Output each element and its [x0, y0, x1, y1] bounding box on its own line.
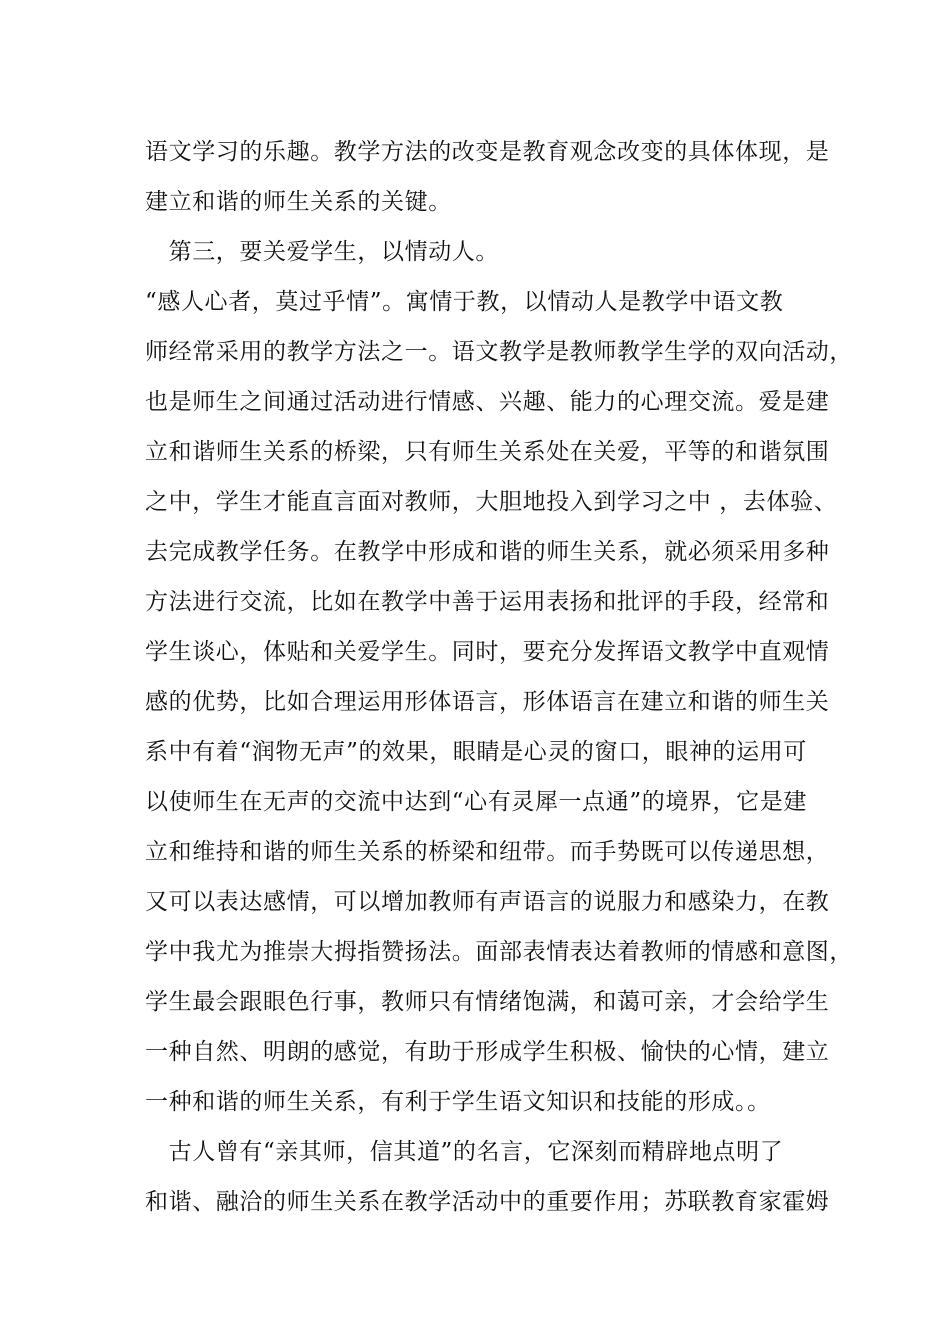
text-line: 又可以表达感情，可以增加教师有声语言的说服力和感染力，在教 — [145, 889, 830, 915]
section-heading: 第三，要关爱学生，以情动人。 — [145, 239, 499, 265]
text-line: 学中我尤为推崇大拇指赞扬法。面部表情表达着教师的情感和意图， — [145, 939, 853, 965]
text-line: 以使师生在无声的交流中达到“心有灵犀一点通”的境界，它是建 — [145, 789, 807, 815]
text-line: 一种自然、明朗的感觉，有助于形成学生积极、愉快的心情，建立 — [145, 1039, 830, 1065]
text-line: 方法进行交流，比如在教学中善于运用表扬和批评的手段，经常和 — [145, 589, 830, 615]
text-line: 去完成教学任务。在教学中形成和谐的师生关系，就必须采用多种 — [145, 539, 830, 565]
text-line: 语文学习的乐趣。教学方法的改变是教育观念改变的具体体现，是 — [145, 139, 830, 165]
text-line: 古人曾有“亲其师，信其道”的名言，它深刻而精辟地点明了 — [145, 1139, 784, 1165]
text-line: 学生最会跟眼色行事，教师只有情绪饱满，和蔼可亲，才会给学生 — [145, 989, 830, 1015]
text-line: 一种和谐的师生关系，有利于学生语文知识和技能的形成。。 — [145, 1089, 771, 1115]
text-line: 立和维持和谐的师生关系的桥梁和纽带。而手势既可以传递思想， — [145, 839, 830, 865]
text-line: “感人心者，莫过乎情”。寓情于教，以情动人是教学中语文教 — [145, 289, 784, 315]
text-line: 建立和谐的师生关系的关键。 — [145, 189, 452, 215]
text-line: 学生谈心，体贴和关爱学生。同时，要充分发挥语文教学中直观情 — [145, 639, 830, 665]
text-line: 感的优势，比如合理运用形体语言，形体语言在建立和谐的师生关 — [145, 689, 830, 715]
text-line: 和谐、融洽的师生关系在教学活动中的重要作用；苏联教育家霍姆 — [145, 1189, 830, 1215]
text-line: 也是师生之间通过活动进行情感、兴趣、能力的心理交流。爱是建 — [145, 389, 830, 415]
text-line: 立和谐师生关系的桥梁，只有师生关系处在关爱，平等的和谐氛围 — [145, 439, 830, 465]
text-line: 之中，学生才能直言面对教师，大胆地投入到学习之中 ，去体验、 — [145, 489, 838, 515]
text-line: 系中有着“润物无声”的效果，眼睛是心灵的窗口，眼神的运用可 — [145, 739, 807, 765]
text-line: 师经常采用的教学方法之一。语文教学是教师教学生学的双向活动， — [145, 339, 853, 365]
